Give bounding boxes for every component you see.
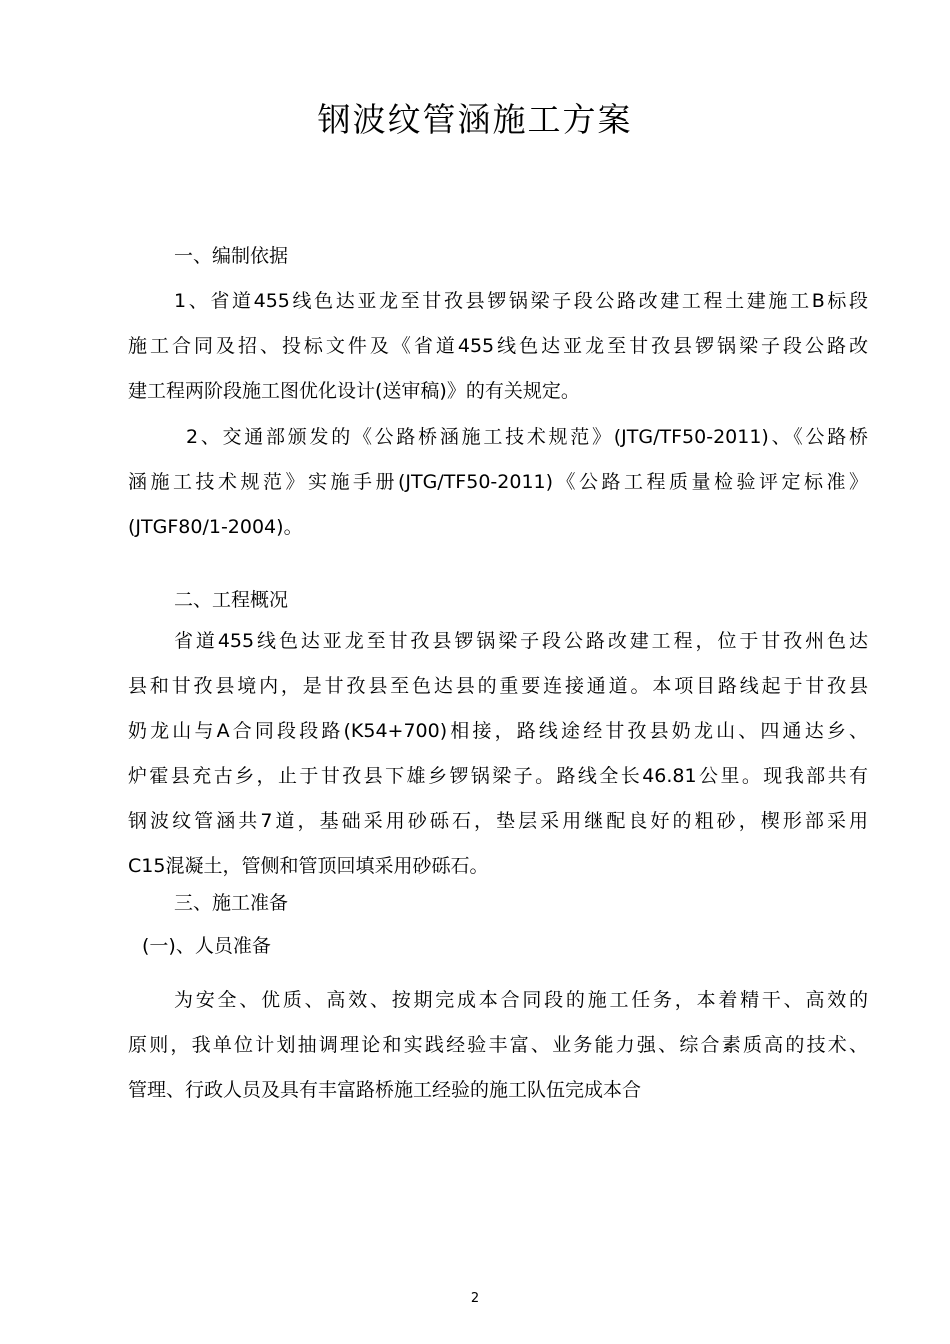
section-heading-preparation: 三、施工准备 bbox=[174, 892, 289, 914]
preparation-line-3: 管理、行政人员及具有丰富路桥施工经验的施工队伍完成本合 bbox=[128, 1079, 642, 1101]
basis-item-2-line-2: 涵施工技术规范》实施手册(JTG/TF50-2011)《公路工程质量检验评定标准》 bbox=[128, 471, 868, 493]
overview-line-4: 炉霍县充古乡，止于甘孜县下雄乡锣锅梁子。路线全长46.81公里。现我部共有 bbox=[128, 765, 868, 787]
overview-line-1: 省道455线色达亚龙至甘孜县锣锅梁子段公路改建工程，位于甘孜州色达 bbox=[174, 630, 868, 652]
basis-item-1-line-3: 建工程两阶段施工图优化设计(送审稿)》的有关规定。 bbox=[128, 380, 580, 402]
overview-line-3: 奶龙山与A合同段段路(K54+700)相接，路线途经甘孜县奶龙山、四通达乡、 bbox=[128, 720, 868, 742]
preparation-line-1: 为安全、优质、高效、按期完成本合同段的施工任务，本着精干、高效的 bbox=[174, 989, 868, 1011]
preparation-line-2: 原则，我单位计划抽调理论和实践经验丰富、业务能力强、综合素质高的技术、 bbox=[128, 1034, 868, 1056]
section-heading-basis: 一、编制依据 bbox=[174, 245, 289, 267]
page-number: 2 bbox=[470, 1291, 480, 1306]
subsection-heading-personnel: (一)、人员准备 bbox=[142, 935, 271, 957]
basis-item-1-line-2: 施工合同及招、投标文件及《省道455线色达亚龙至甘孜县锣锅梁子段公路改 bbox=[128, 335, 868, 357]
overview-line-2: 县和甘孜县境内，是甘孜县至色达县的重要连接通道。本项目路线起于甘孜县 bbox=[128, 675, 868, 697]
basis-item-2-line-3: (JTGF80/1-2004)。 bbox=[128, 516, 303, 538]
overview-line-6: C15混凝土，管侧和管顶回填采用砂砾石。 bbox=[128, 855, 489, 877]
basis-item-1 bbox=[128, 279, 868, 414]
basis-item-2 bbox=[128, 415, 868, 550]
basis-item-1-line-1: 1、省道455线色达亚龙至甘孜县锣锅梁子段公路改建工程土建施工B标段 bbox=[174, 290, 868, 312]
preparation-paragraph bbox=[128, 978, 868, 1113]
overview-paragraph bbox=[128, 619, 868, 889]
overview-line-5: 钢波纹管涵共7道，基础采用砂砾石，垫层采用继配良好的粗砂，楔形部采用 bbox=[128, 810, 868, 832]
section-heading-overview: 二、工程概况 bbox=[174, 589, 289, 611]
basis-item-2-line-1: 2、交通部颁发的《公路桥涵施工技术规范》(JTG/TF50-2011)、《公路桥 bbox=[186, 426, 868, 448]
document-title: 钢波纹管涵施工方案 bbox=[317, 100, 633, 139]
